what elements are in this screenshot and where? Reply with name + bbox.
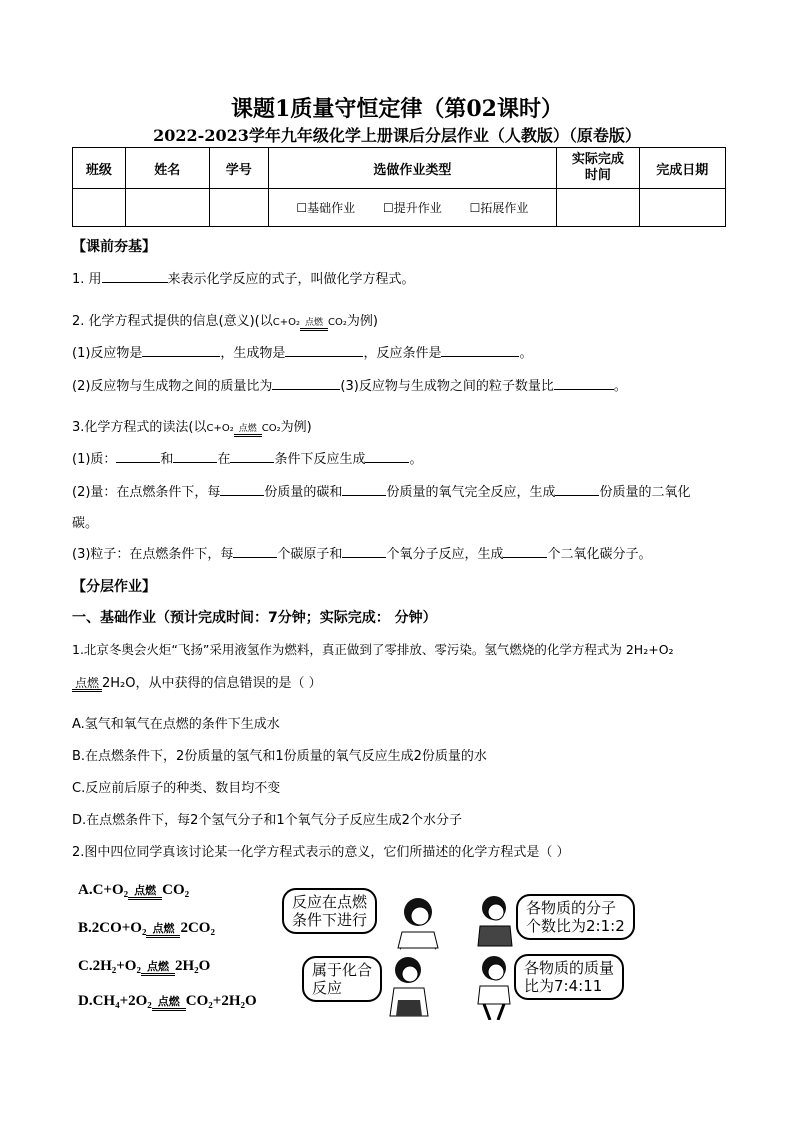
blank[interactable]: [272, 375, 340, 390]
eq-left: C.2H₂+O₂: [78, 958, 141, 974]
text: ，反应条件是: [363, 346, 442, 361]
blank[interactable]: [220, 481, 264, 496]
line-2: [72, 310, 378, 329]
text: 来表示化学反应的式子，叫做化学方程式。: [167, 272, 415, 287]
text: (3)反应物与生成物之间的粒子数量比: [340, 379, 554, 394]
option-extend[interactable]: ☐拓展作业: [469, 201, 529, 215]
line-8: [72, 543, 651, 562]
text: (3)粒子：在点燃条件下，每: [72, 547, 234, 562]
text: 个碳原子和: [277, 547, 343, 562]
text: 3.化学方程式的读法(以: [72, 420, 207, 435]
cell-type: [268, 189, 557, 227]
student-cartoon: [258, 880, 638, 1020]
eq-left: C+O₂: [272, 317, 301, 328]
header-id: 学号: [209, 148, 268, 189]
eq-condition: 点燃: [300, 319, 328, 328]
text: 。: [519, 346, 533, 361]
text: 1. 用: [72, 272, 102, 287]
header-time: 实际完成 时间: [557, 148, 639, 189]
speech-bubble-4: 各物质的质量 比为7:4:11: [514, 954, 624, 1000]
blank[interactable]: [503, 543, 547, 558]
blank[interactable]: [142, 342, 220, 357]
page-subtitle: 2022-2023学年九年级化学上册课后分层作业（人教版）（原卷版）: [153, 126, 641, 145]
eq-left: A.C+O₂: [78, 882, 129, 898]
text: 2H₂O，从中获得的信息错误的是（ ）: [102, 676, 322, 691]
q1-option-d[interactable]: D.在点燃条件下，每2个氢气分子和1个氧气分子反应生成2个水分子: [72, 813, 462, 828]
section-layer: 【分层作业】: [72, 579, 156, 595]
q1-option-c[interactable]: C.反应前后原子的种类、数目均不变: [72, 781, 281, 796]
option-improve[interactable]: ☐提升作业: [383, 201, 442, 215]
cell-date[interactable]: [639, 189, 725, 227]
text: 和: [160, 452, 174, 467]
eq-condition: 点燃: [141, 962, 175, 973]
blank[interactable]: [116, 448, 160, 463]
blank[interactable]: [233, 543, 277, 558]
text: 为例): [346, 314, 378, 329]
text: 份质量的氧气完全反应，生成: [386, 485, 556, 500]
text: 在: [217, 452, 231, 467]
cell-time[interactable]: [557, 189, 639, 227]
blank[interactable]: [342, 543, 386, 558]
eq-right: 2CO₂: [180, 920, 215, 936]
text: 个氧分子反应，生成: [386, 547, 504, 562]
header-type: 选做作业类型: [268, 148, 557, 189]
section-pre: 【课前夯基】: [72, 239, 156, 255]
eq-left: D.CH₄+2O₂: [78, 993, 152, 1009]
header-name: 姓名: [125, 148, 209, 189]
line-5: [72, 416, 312, 435]
eq-right: 2H₂O: [174, 958, 211, 974]
line-6: [72, 448, 422, 467]
blank[interactable]: [173, 448, 217, 463]
text: (2)反应物与生成物之间的质量比为: [72, 379, 273, 394]
blank[interactable]: [365, 448, 409, 463]
speech-bubble-3: 属于化合 反应: [302, 956, 382, 1002]
eq-condition: 点燃: [152, 997, 186, 1008]
text: 条件下反应生成: [274, 452, 366, 467]
student-4-figure: [478, 956, 510, 1020]
q2-eq-a[interactable]: [78, 882, 189, 899]
blank[interactable]: [554, 375, 614, 390]
eq-right: CO₂: [328, 317, 347, 328]
text: (1)反应物是: [72, 346, 143, 361]
eq-right: CO₂: [261, 423, 281, 434]
q2-stem: 2.图中四位同学真该讨论某一化学方程式表示的意义，它们所描述的化学方程式是（ ）: [72, 845, 570, 860]
page-title: 课题1质量守恒定律（第02课时）: [231, 96, 563, 122]
text: 。: [409, 452, 423, 467]
line-3: [72, 342, 532, 361]
line-4: [72, 375, 627, 394]
eq-condition: 点燃: [128, 886, 162, 897]
eq-condition: 点燃: [234, 425, 262, 434]
header-class: 班级: [73, 148, 126, 189]
eq-left: B.2CO+O₂: [78, 920, 147, 936]
eq-right: CO₂: [162, 882, 190, 898]
text: (1)质：: [72, 452, 117, 467]
text: ，生成物是: [220, 346, 286, 361]
student-3-figure: [390, 957, 428, 1016]
text: 份质量的碳和: [264, 485, 343, 500]
student-2-figure: [478, 896, 512, 946]
eq-left: C+O₂: [206, 423, 234, 434]
q1-stem: 1.北京冬奥会火炬“飞扬”采用液氢作为燃料，真正做到了零排放、零污染。氢气燃烧的化学方程式为 2H₂+O₂: [72, 642, 674, 657]
option-basic[interactable]: ☐基础作业: [296, 201, 356, 215]
blank[interactable]: [230, 448, 274, 463]
eq-condition: 点燃: [146, 924, 180, 935]
text: 。: [613, 379, 627, 394]
header-date: 完成日期: [639, 148, 725, 189]
students-illustration: [258, 880, 638, 1020]
eq-right: CO₂+2H₂O: [185, 993, 257, 1009]
cell-id[interactable]: [209, 189, 268, 227]
blank[interactable]: [441, 342, 519, 357]
info-table: [72, 147, 726, 227]
speech-bubble-2: 各物质的分子 个数比为2:1:2: [516, 894, 635, 940]
line-1: [72, 268, 415, 287]
q2-eq-d[interactable]: [78, 993, 257, 1010]
q1-stem-2: [72, 672, 322, 691]
q1-option-b[interactable]: B.在点燃条件下，2份质量的氢气和1份质量的氧气反应生成2份质量的水: [72, 749, 487, 764]
blank[interactable]: [342, 481, 386, 496]
text: 为例): [280, 420, 312, 435]
text: 个二氧化碳分子。: [547, 547, 652, 562]
text: (2)量：在点燃条件下，每: [72, 485, 221, 500]
text: 份质量的二氧化: [599, 485, 691, 500]
cell-class[interactable]: [73, 189, 126, 227]
speech-bubble-1: 反应在点燃 条件下进行: [282, 888, 377, 934]
section-basic: 一、基础作业（预计完成时间：7分钟；实际完成： 分钟）: [72, 610, 437, 626]
cell-name[interactable]: [125, 189, 209, 227]
eq-condition: 点燃: [72, 677, 102, 689]
blank[interactable]: [285, 342, 363, 357]
blank[interactable]: [555, 481, 599, 496]
blank[interactable]: [102, 268, 168, 283]
q2-eq-c[interactable]: [78, 958, 210, 975]
line-7b: 碳。: [72, 516, 99, 531]
q1-option-a[interactable]: A.氢气和氧气在点燃的条件下生成水: [72, 717, 280, 732]
student-1-figure: [398, 898, 438, 950]
text: 2. 化学方程式提供的信息(意义)(以: [72, 314, 273, 329]
q2-eq-b[interactable]: [78, 920, 215, 937]
line-7: [72, 481, 690, 500]
